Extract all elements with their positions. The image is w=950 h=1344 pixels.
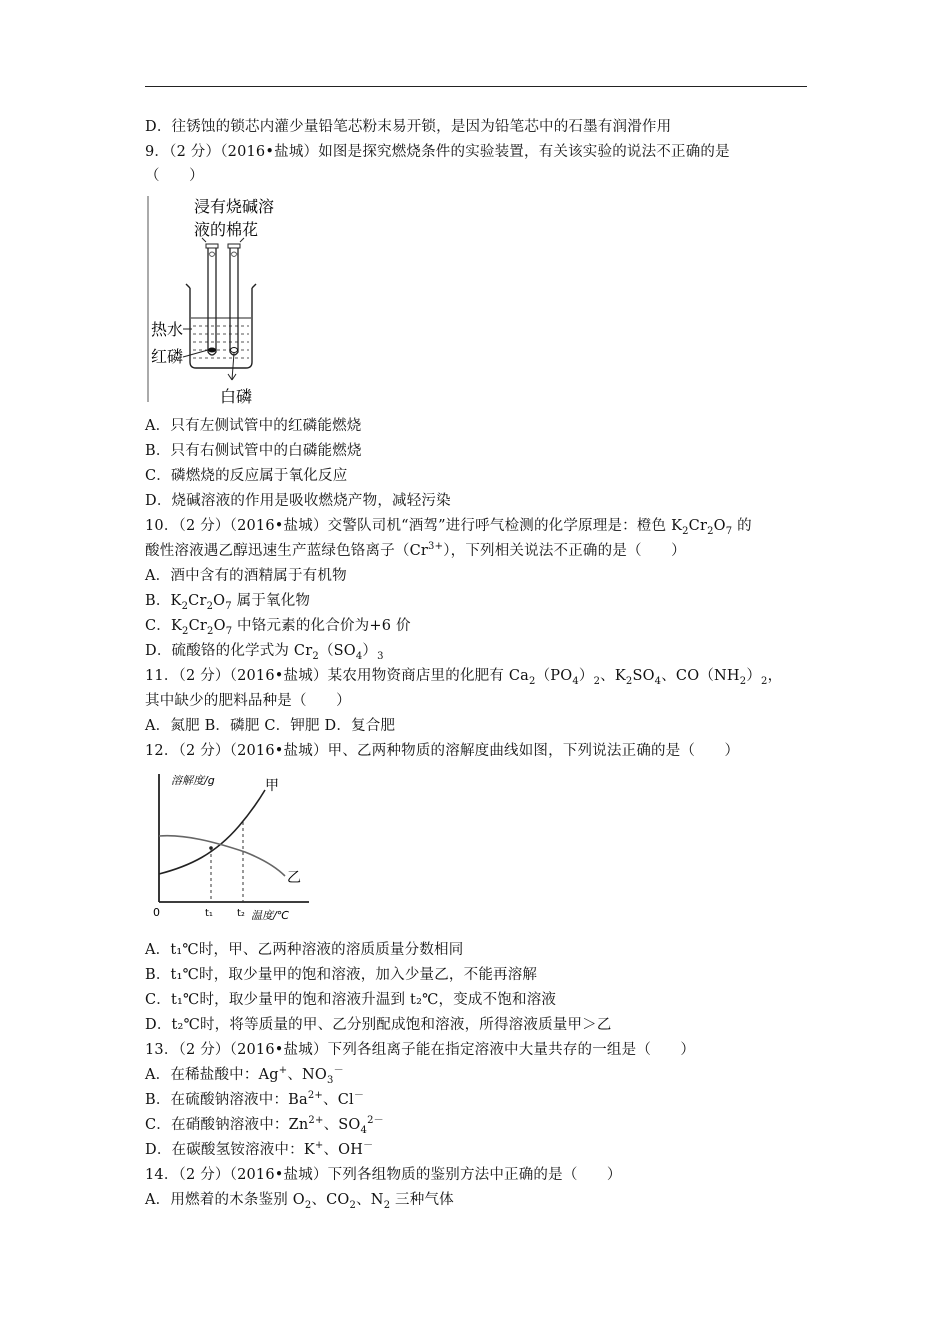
q11-stem-line2: 其中缺少的肥料品种是（ ）: [145, 693, 351, 709]
q9-stem: 9．（2 分）（2016•盐城）如图是探究燃烧条件的实验装置，有关该实验的说法不正确的是: [145, 144, 730, 160]
q9-option-b: B．只有右侧试管中的白磷能燃烧: [145, 443, 362, 459]
q13-option-b: B．在硫酸钠溶液中：$Ba^{2+}$、Cl－: [145, 1090, 365, 1108]
figure-label-cotton-2: 液的棉花: [194, 220, 259, 239]
ylabel: 溶解度/g: [171, 774, 215, 787]
q10-option-c: C．$K_2Cr_2O_7$ 中铬元素的化合价为+6 价: [145, 618, 411, 637]
q9-option-c: C．磷燃烧的反应属于氧化反应: [145, 468, 348, 484]
q13-stem: 13．（2 分）（2016•盐城）下列各组离子能在指定溶液中大量共存的一组是（ ）: [145, 1042, 696, 1058]
q13-option-c: C．在硝酸钠溶液中：$Zn^{2+}$、$SO_4^{2-}$: [145, 1115, 384, 1136]
series-jia-label: 甲: [265, 778, 279, 794]
solubility-curve-figure: [145, 768, 315, 924]
q10-option-a: A．酒中含有的酒精属于有机物: [145, 568, 347, 584]
t1-tick: t₁: [205, 908, 213, 919]
q10-stem-line2: 酸性溶液遇乙醇迅速生产蓝绿色铬离子$(Cr^{3+})$，下列相关说法不正确的是（ ）: [145, 541, 686, 559]
q10-option-d: D．硫酸铬的化学式为 $Cr_2(SO_4)_3$: [145, 643, 384, 662]
figure-label-hot-water: 热水: [151, 320, 184, 339]
series-yi-curve: [159, 836, 285, 876]
q14-option-a: A．用燃着的木条鉴别 $O_2$、$CO_2$、$N_2$ 三种气体: [145, 1192, 454, 1211]
q14-stem: 14．（2 分）（2016•盐城）下列各组物质的鉴别方法中正确的是（ ）: [145, 1167, 622, 1183]
q12-option-a: A．t₁℃时，甲、乙两种溶液的溶质质量分数相同: [145, 942, 464, 958]
q12-option-d: D．t₂℃时，将等质量的甲、乙分别配成饱和溶液，所得溶液质量甲＞乙: [145, 1017, 612, 1033]
q11-options: A．氮肥 B．磷肥 C．钾肥 D．复合肥: [145, 718, 396, 734]
q11-stem-line1: 11．（2 分）（2016•盐城）某农用物资商店里的化肥有 $Ca_2(PO_4)_2$、$K_2SO_4$、$CO(NH_2)_2$，: [145, 668, 783, 687]
combustion-apparatus-figure: [140, 192, 290, 410]
q12-option-c: C．t₁℃时，取少量甲的饱和溶液升温到 t₂℃，变成不饱和溶液: [145, 992, 557, 1008]
series-yi-label: 乙: [287, 870, 301, 886]
q13-option-a: A．在稀盐酸中：Ag+、$NO_3^-$: [145, 1065, 344, 1086]
figure-label-red-phosphorus: 红磷: [151, 347, 184, 366]
q10-option-b: B．$K_2Cr_2O_7$ 属于氧化物: [145, 593, 311, 612]
q12-option-b: B．t₁℃时，取少量甲的饱和溶液，加入少量乙，不能再溶解: [145, 967, 538, 983]
t2-tick: t₂: [237, 908, 245, 919]
series-jia-curve: [159, 790, 265, 874]
q12-stem: 12．（2 分）（2016•盐城）甲、乙两种物质的溶解度曲线如图，下列说法正确的是（ ）: [145, 743, 740, 759]
q9-stem-bracket: （ ）: [145, 168, 204, 184]
figure-label-white-phosphorus: 白磷: [220, 387, 253, 406]
q8-option-d: D．往锈蚀的锁芯内灌少量铅笔芯粉末易开锁，是因为铅笔芯中的石墨有润滑作用: [145, 119, 672, 135]
origin-label: 0: [153, 906, 160, 919]
q10-stem-line1: 10．（2 分）（2016•盐城）交警队司机“酒驾”进行呼气检测的化学原理是：橙色 $K_2Cr_2O_7$ 的: [145, 518, 752, 537]
q9-option-d: D．烧碱溶液的作用是吸收燃烧产物，减轻污染: [145, 493, 451, 509]
figure-label-cotton-1: 浸有烧碱溶: [194, 197, 275, 216]
header-rule: [145, 86, 807, 87]
xlabel: 温度/℃: [251, 909, 290, 922]
q13-option-d: D．在碳酸氢铵溶液中：K+、OH－: [145, 1140, 374, 1158]
q9-option-a: A．只有左侧试管中的红磷能燃烧: [145, 418, 362, 434]
